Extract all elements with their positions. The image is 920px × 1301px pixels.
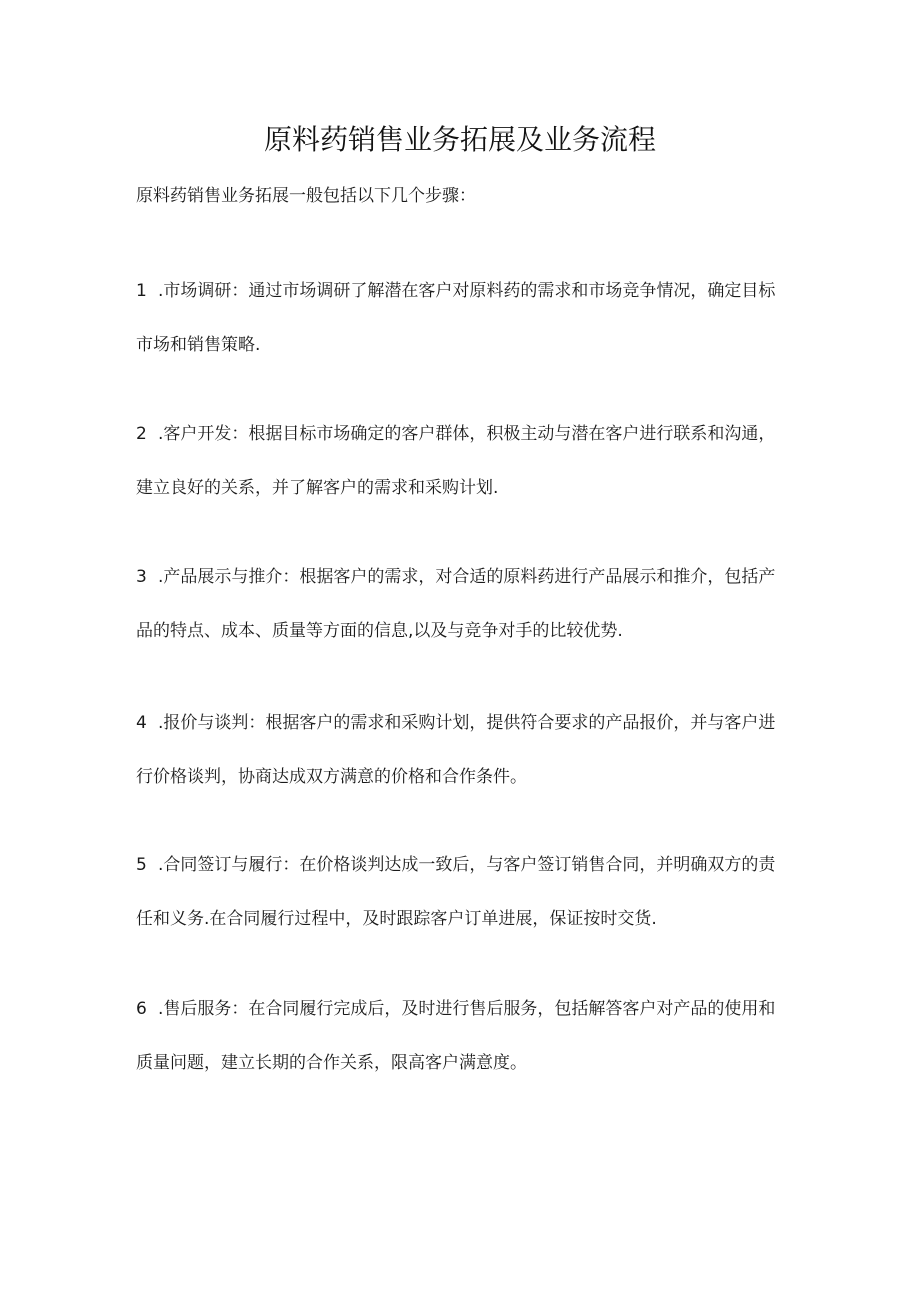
step-item: [136, 422, 786, 500]
step-number: 1: [136, 281, 147, 301]
step-item: [136, 279, 786, 357]
step-item: [136, 853, 786, 931]
step-text: .市场调研：通过市场调研了解潜在客户对原料药的需求和市场竞争情况，确定目标: [158, 281, 776, 301]
step-line: [136, 711, 786, 735]
step-text: .售后服务：在合同履行完成后，及时进行售后服务，包括解答客户对产品的使用和: [158, 999, 776, 1019]
step-continuation: 任和义务.在合同履行过程中，及时跟踪客户订单进展，保证按时交货.: [136, 909, 657, 929]
step-number: 6: [136, 999, 147, 1019]
step-continuation: 品的特点、成本、质量等方面的信息,以及与竞争对手的比较优势.: [136, 621, 623, 641]
step-line: [136, 853, 786, 877]
step-continuation: 建立良好的关系，并了解客户的需求和采购计划.: [136, 478, 499, 498]
step-number: 2: [136, 424, 147, 444]
intro-paragraph: 原料药销售业务拓展一般包括以下几个步骤：: [136, 186, 476, 206]
step-line: [136, 422, 786, 446]
step-item: [136, 565, 786, 643]
document-title: 原料药销售业务拓展及业务流程: [263, 123, 656, 156]
step-number: 3: [136, 567, 147, 587]
step-line: [136, 279, 786, 303]
step-continuation: 行价格谈判，协商达成双方满意的价格和合作条件。: [136, 767, 527, 787]
step-text: .报价与谈判：根据客户的需求和采购计划，提供符合要求的产品报价，并与客户进: [158, 713, 776, 733]
step-continuation: 市场和销售策略.: [136, 335, 261, 355]
step-number: 5: [136, 855, 147, 875]
step-item: [136, 997, 786, 1075]
step-text: .产品展示与推介：根据客户的需求，对合适的原料药进行产品展示和推介，包括产: [158, 567, 776, 587]
step-text: .合同签订与履行：在价格谈判达成一致后，与客户签订销售合同，并明确双方的责: [158, 855, 776, 875]
step-line: [136, 565, 786, 589]
step-continuation: 质量问题，建立长期的合作关系，限高客户满意度。: [136, 1053, 527, 1073]
step-number: 4: [136, 713, 147, 733]
step-text: .客户开发：根据目标市场确定的客户群体，积极主动与潜在客户进行联系和沟通，: [158, 424, 776, 444]
step-item: [136, 711, 786, 789]
step-line: [136, 997, 786, 1021]
